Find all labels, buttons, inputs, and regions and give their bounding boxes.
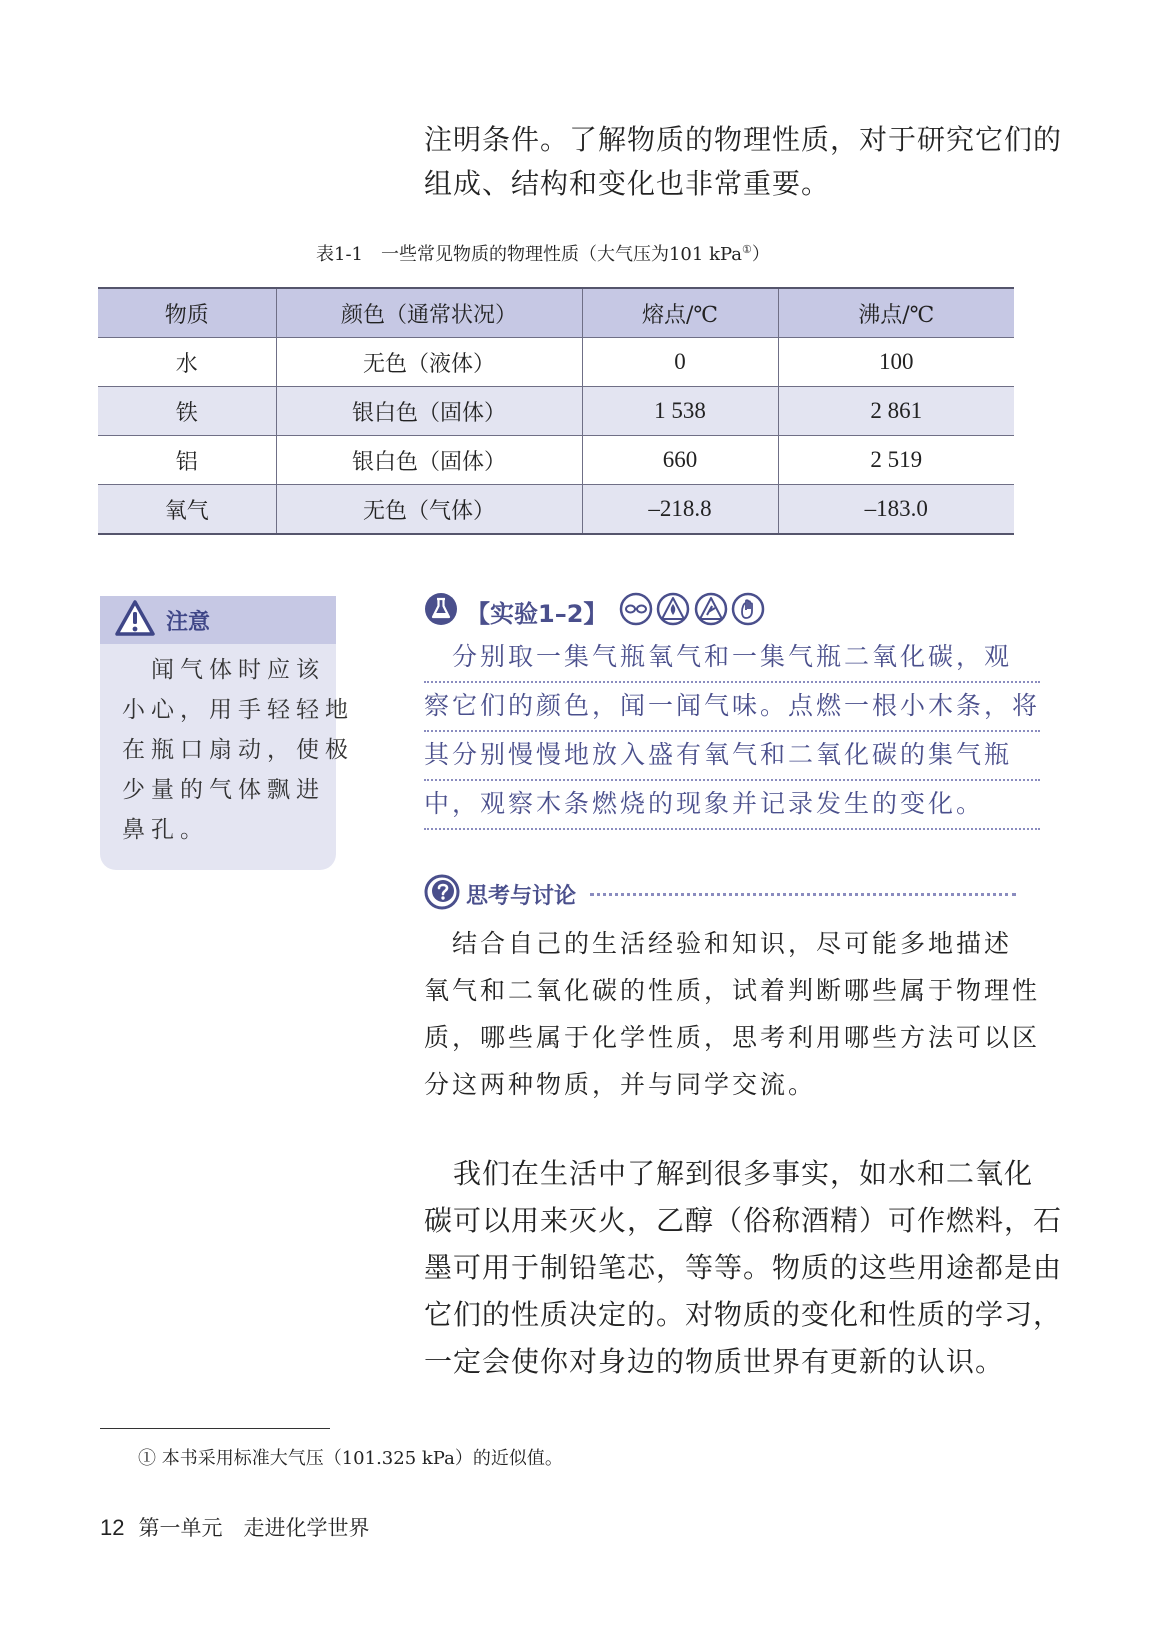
discussion-title: 思考与讨论	[466, 883, 577, 909]
question-icon	[424, 874, 460, 914]
discussion-header	[424, 874, 1016, 914]
properties-table	[98, 287, 1014, 535]
intro-line: 组成、结构和变化也非常重要。	[424, 167, 831, 200]
discussion-line: 质，哪些属于化学性质，思考利用哪些方法可以区	[424, 1023, 1041, 1052]
notice-line: 鼻孔。	[122, 817, 209, 843]
notice-line: 在瓶口扇动，使极	[122, 737, 354, 763]
goggles-icon	[619, 592, 653, 630]
intro-line: 注明条件。了解物质的物理性质，对于研究它们的	[424, 123, 1063, 156]
footnote-divider	[100, 1428, 330, 1429]
table-caption-text: 表1-1 一些常见物质的物理性质（大气压为101 kPa	[316, 244, 743, 265]
table-row	[98, 485, 1014, 535]
warning-icon	[114, 599, 156, 641]
notice-line: 闻气体时应该	[122, 657, 325, 683]
notice-line: 小心，用手轻轻地	[122, 697, 354, 723]
table-caption	[316, 240, 770, 266]
experiment-line: 其分别慢慢地放入盛有氧气和二氧化碳的集气瓶	[424, 733, 1040, 781]
body-line: 墨可用于制铅笔芯，等等。物质的这些用途都是由	[424, 1251, 1063, 1284]
notice-body	[100, 644, 354, 850]
discussion-line: 结合自己的生活经验和知识，尽可能多地描述	[424, 929, 1013, 958]
experiment-line: 中，观察木条燃烧的现象并记录发生的变化。	[424, 782, 1040, 830]
cell-boiling-point: –183.0	[864, 496, 928, 521]
cell-boiling-point: 2 519	[870, 447, 923, 472]
cell-substance: 铁	[98, 387, 276, 436]
notice-title: 注意	[166, 609, 211, 635]
cell-melting-point: 0	[582, 338, 778, 387]
experiment-line: 分别取一集气瓶氧气和一集气瓶二氧化碳，观	[424, 635, 1040, 683]
body-line: 它们的性质决定的。对物质的变化和性质的学习，	[424, 1298, 1063, 1331]
table-header-row	[98, 288, 1014, 338]
experiment-text	[424, 635, 1040, 831]
page-footer	[100, 1512, 369, 1542]
discussion-line: 氧气和二氧化碳的性质，试着判断哪些属于物理性	[424, 976, 1041, 1005]
cell-substance: 铝	[98, 436, 276, 485]
page-number: 12	[100, 1515, 125, 1540]
table-row	[98, 436, 1014, 485]
footnote: ① 本书采用标准大气压（101.325 kPa）的近似值。	[138, 1448, 563, 1469]
flask-icon	[424, 592, 458, 630]
cell-melting-point: 660	[582, 436, 778, 485]
table-row	[98, 338, 1014, 387]
cell-color: 银白色（固体）	[276, 387, 582, 436]
cell-melting-point: –218.8	[582, 485, 778, 535]
cell-boiling-point: 2 861	[870, 398, 923, 423]
discussion-line: 分这两种物质，并与同学交流。	[424, 1070, 817, 1099]
header-melting-point: 熔点/℃	[582, 288, 778, 338]
cell-color: 银白色（固体）	[276, 436, 582, 485]
dotted-rule	[590, 893, 1016, 896]
header-substance: 物质	[98, 288, 276, 338]
notice-box	[100, 596, 354, 870]
wash-hands-icon	[731, 592, 765, 630]
hot-hazard-icon	[693, 592, 729, 630]
body-paragraph	[424, 1150, 1062, 1385]
notice-line: 少量的气体飘进	[122, 777, 325, 803]
cell-substance: 氧气	[98, 485, 276, 535]
cell-melting-point: 1 538	[582, 387, 778, 436]
cell-color: 无色（气体）	[276, 485, 582, 535]
experiment-line: 察它们的颜色，闻一闻气味。点燃一根小木条，将	[424, 684, 1040, 732]
experiment-title: 【实验1–2】	[466, 599, 608, 628]
table-caption-end: ）	[751, 244, 770, 265]
header-color: 颜色（通常状况）	[276, 288, 582, 338]
footnote-ref: ①	[742, 243, 752, 256]
body-line: 我们在生活中了解到很多事实，如水和二氧化	[424, 1157, 1034, 1190]
experiment-header	[424, 592, 765, 630]
notice-header	[100, 596, 336, 644]
cell-boiling-point: 100	[879, 349, 914, 374]
unit-title: 第一单元 走进化学世界	[138, 1516, 370, 1540]
cell-substance: 水	[98, 338, 276, 387]
table-row	[98, 387, 1014, 436]
fire-hazard-icon	[655, 592, 691, 630]
body-line: 一定会使你对身边的物质世界有更新的认识。	[424, 1345, 1005, 1378]
header-boiling-point: 沸点/℃	[858, 302, 935, 328]
discussion-text	[424, 920, 1040, 1108]
cell-color: 无色（液体）	[276, 338, 582, 387]
body-line: 碳可以用来灭火，乙醇（俗称酒精）可作燃料，石	[424, 1204, 1063, 1237]
intro-paragraph	[424, 118, 1062, 206]
